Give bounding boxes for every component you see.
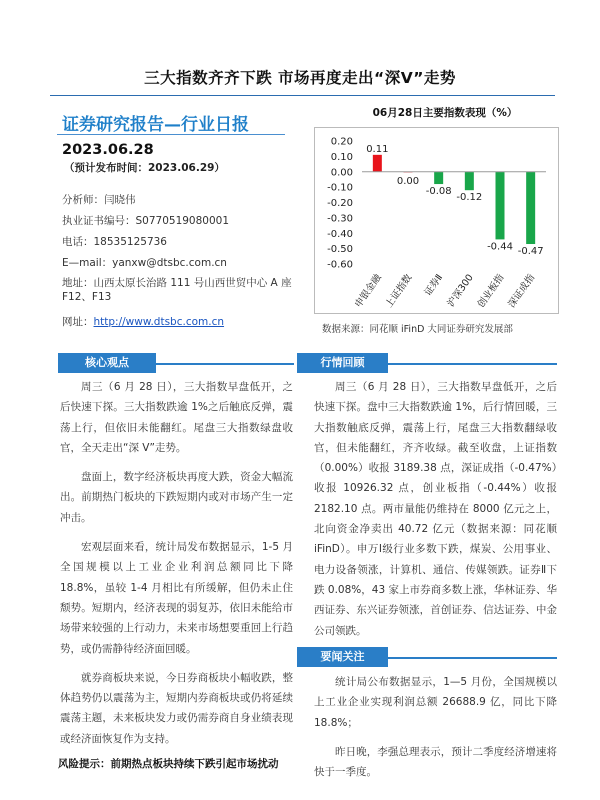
title-divider: [57, 134, 285, 135]
bar-value-label: -0.08: [425, 186, 452, 198]
bar-value-label: -0.44: [487, 241, 513, 253]
index-performance-chart: [314, 127, 559, 314]
bar-value-label: 0.00: [396, 175, 420, 187]
market-review-header: 行情回顾: [297, 353, 388, 373]
top-divider: [50, 95, 555, 96]
website-link[interactable]: http://www.dtsbc.com.cn: [93, 316, 225, 328]
core-view-body: [60, 377, 293, 758]
x-category-label: 沪深300: [445, 272, 476, 310]
bar: [526, 172, 535, 244]
office-address: 地址：山西太原长治路 111 号山西世贸中心 A 座 F12、F13: [62, 277, 292, 303]
website: [62, 315, 224, 329]
y-tick-label: 0.20: [330, 136, 353, 148]
x-category-label: 上证指数: [383, 272, 415, 310]
report-date: 2023.06.28: [62, 142, 154, 158]
bar-value-label: 0.11: [366, 143, 389, 155]
chart-source: 数据来源：同花顺 iFinD 大同证券研究发展部: [322, 324, 513, 335]
bar: [496, 172, 505, 240]
risk-note: 风险提示：前期热点板块持续下跌引起市场扰动: [58, 758, 279, 770]
y-tick-label: -0.40: [327, 228, 353, 240]
bar: [373, 155, 382, 172]
y-tick-label: -0.30: [327, 213, 353, 225]
publish-date: （预计发布时间：2023.06.29）: [64, 162, 225, 174]
x-category-label: 创业板指: [475, 272, 507, 310]
website-label: 网址：: [62, 316, 94, 328]
bar: [434, 172, 443, 184]
chart-title: 06月28日主要指数表现（%）: [372, 107, 518, 119]
news-focus-paragraph: 统计局公布数据显示，1—5 月份，全国规模以上工业企业实现利润总额 26688.9 亿，同比下降 18.8%；: [314, 676, 557, 729]
y-tick-label: -0.60: [327, 259, 353, 271]
core-view-paragraph: 宏观层面来看，统计局发布数据显示，1-5 月全国规模以上工业企业利润总额同比下降 18.8%，虽较 1-4 月相比有所缓解，但仍未止住颓势。短期内，经济表现的弱复苏，依旧未能给市场带来较强的上行动力，未来市场想要重回上行趋势，或仍需静待经济面回暖。: [60, 541, 293, 655]
x-category-label: 深证成指: [506, 272, 538, 310]
market-review-body: [314, 377, 557, 650]
phone-number: 电话：18535125736: [62, 236, 167, 248]
bar-value-label: -0.12: [456, 192, 483, 204]
analyst-name: 分析师：闫晓伟: [62, 194, 136, 206]
y-tick-label: -0.10: [327, 182, 353, 194]
core-view-paragraph: 周三（6 月 28 日），三大指数早盘低开，之后快速下探。三大指数跌逾 1%之后触底反弹，震荡上行，但依旧未能翻红。尾盘三大指数绿盘收官，全天走出“深 V”走势。: [60, 381, 293, 454]
bar-value-label: -0.47: [517, 246, 544, 258]
bar: [465, 172, 474, 190]
x-category-label: 申银金融: [352, 272, 384, 310]
news-focus-paragraph: 昨日晚，李强总理表示，预计二季度经济增速将快于一季度。: [314, 745, 557, 779]
news-focus-header: 要闻关注: [297, 647, 388, 667]
core-view-paragraph: 盘面上，数字经济板块再度大跌，资金大幅流出。前期热门板块的下跌短期内或对市场产生一定冲击。: [60, 471, 293, 524]
x-category-label: 证券Ⅱ: [422, 272, 446, 299]
y-tick-label: 0.00: [330, 167, 353, 179]
y-tick-label: -0.50: [327, 244, 353, 256]
report-title: 证券研究报告—行业日报: [62, 115, 249, 135]
y-tick-label: 0.10: [330, 151, 353, 163]
core-view-paragraph: 就券商板块来说，今日券商板块小幅收跌，整体趋势仍以震荡为主，短期内券商板块或仍将延续震荡主题，未来板块发力或仍需券商自身业绩表现或经济面恢复作为支持。: [60, 671, 293, 745]
market-review-paragraph: 周三（6 月 28 日），三大指数早盘低开，之后快速下探。盘中三大指数跌逾 1%，后行情回暖，三大指数触底反弹，震荡上行，尾盘三大指数翻绿收官，但未能翻红，齐齐收绿。截至收盘，上证指数（0.00%）收报 3189.38 点，深证成指（-0.47%）收报 10926.32 点，创业板指（-0.44%）收报 2182.10 点。两市量能仍维持在 8000 亿元之上，北向资金净卖出 40.72 亿元（数据来源：同花顺 iFinD）。申万Ⅰ级行业多数下跌，煤炭、公用事业、电力设备领涨，计算机、通信、传媒领跌。证券Ⅱ下跌 0.08%，43 家上市券商多数上涨，华林证券、华西证券、东兴证券领涨，首创证券、信达证券、中金公司领跌。: [314, 381, 557, 637]
report-headline: 三大指数齐齐下跌 市场再度走出“深V”走势: [144, 69, 456, 87]
license-number: 执业证书编号：S0770519080001: [62, 215, 230, 227]
y-tick-label: -0.20: [327, 198, 353, 209]
email-address: E—mail：yanxw@dtsbc.com.cn: [62, 257, 227, 269]
core-view-header: 核心观点: [58, 353, 156, 373]
news-focus-body: [314, 672, 557, 791]
